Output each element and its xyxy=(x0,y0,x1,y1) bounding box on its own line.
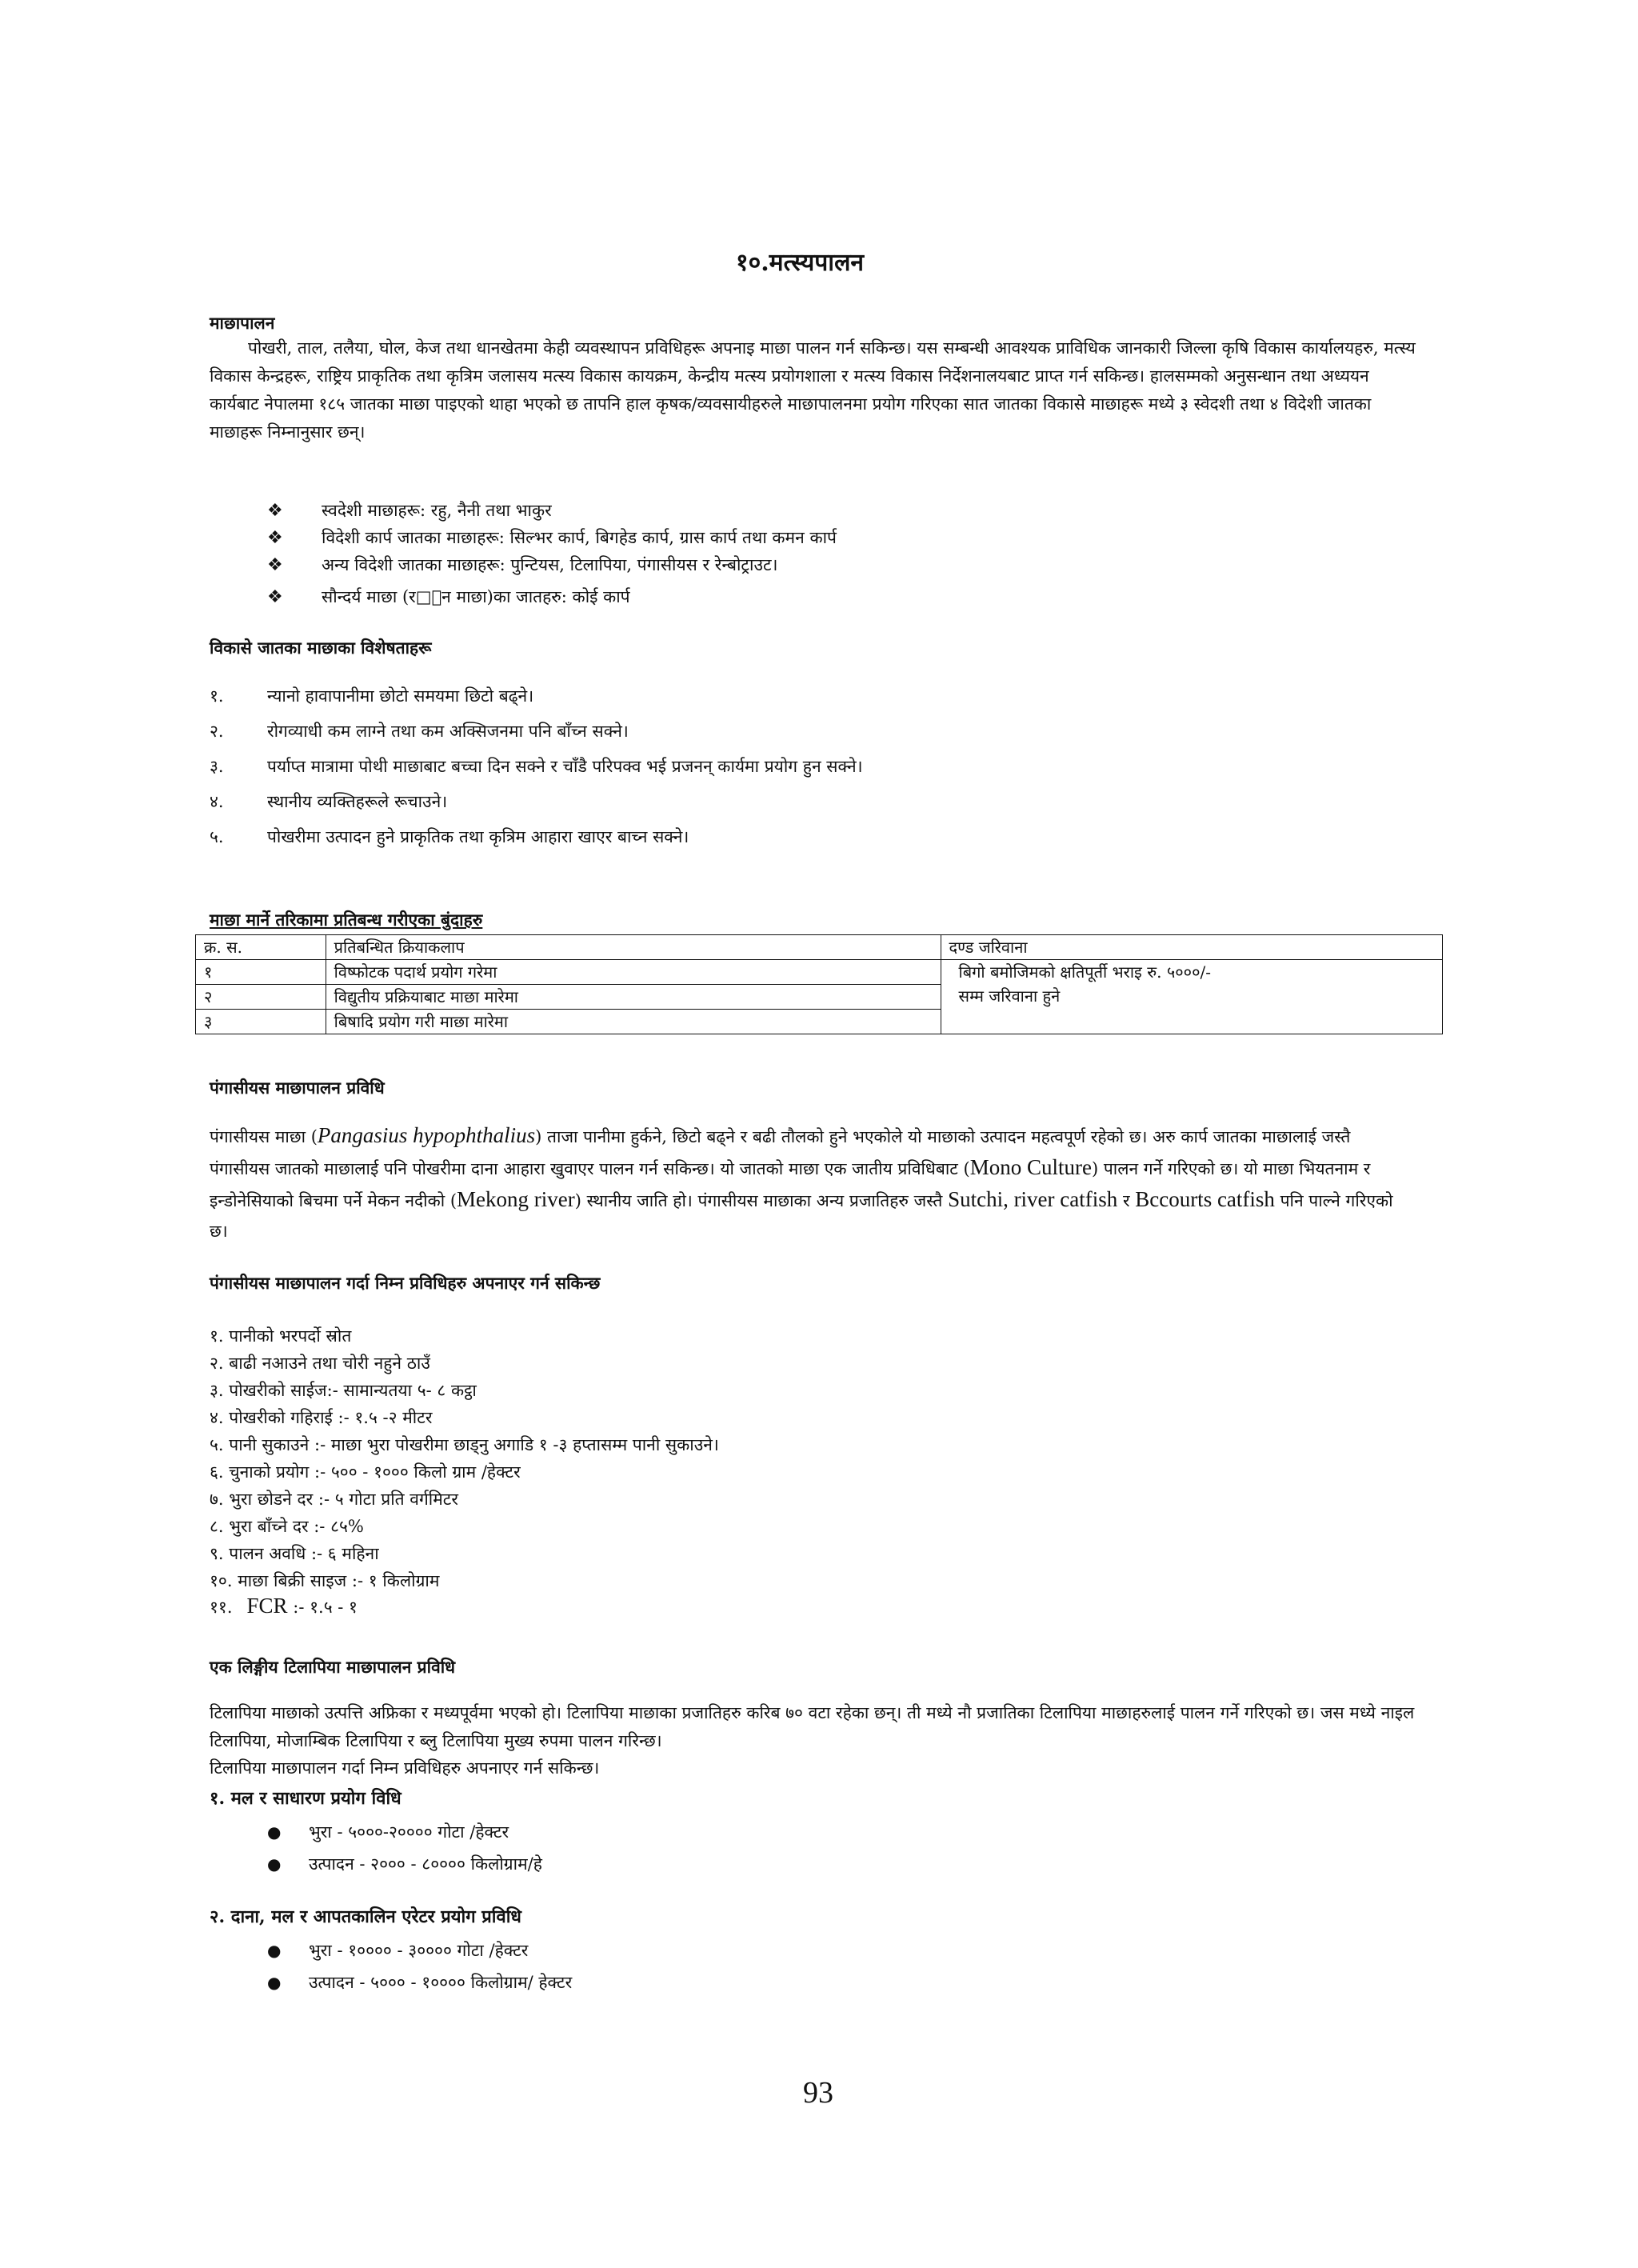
list-item: ७. भुरा छोडने दर :- ५ गोटा प्रति वर्गमिटर xyxy=(210,1490,458,1509)
bullet-item: ❖ अन्य विदेशी जातका माछाहरू: पुन्टियस, टिलापिया, पंगासीयस र रेन्बोट्राउट। xyxy=(267,555,778,575)
section-heading-fish-farming: माछापालन xyxy=(210,313,275,333)
page-number: 93 xyxy=(803,2076,833,2110)
list-item: ३. पर्याप्त मात्रामा पोथी माछाबाट बच्चा दिन सक्ने र चाँडै परिपक्व भई प्रजनन् कार्यमा प्रयोग हुन सक्ने। xyxy=(210,757,863,776)
section-heading-banned-methods: माछा मार्ने तरिकामा प्रतिबन्ध गरीएका बुंदाहरु xyxy=(210,910,483,930)
list-item: ● भुरा - ५०००-२०००० गोटा /हेक्टर xyxy=(267,1822,509,1842)
table-cell-serial: १ xyxy=(196,960,326,985)
list-item: ४. स्थानीय व्यक्तिहरूले रूचाउने। xyxy=(210,792,448,811)
list-item: ८. भुरा बाँच्ने दर :- ८५% xyxy=(210,1517,364,1536)
tilapia-intro-line: टिलापिया माछापालन गर्दा निम्न प्रविधिहरु अपनाएर गर्न सकिन्छ। xyxy=(210,1758,600,1778)
intro-paragraph: पोखरी, ताल, तलैया, घोल, केज तथा धानखेतमा केही व्यवस्थापन प्रविधिहरू अपनाइ माछा पालन गर्न सकिन्छ। यस सम्बन्धी आवश्यक प्राविधिक जानकारी जिल्ला कृषि विकास कार्यालयहरु, मत्स्य विकास केन्द्रहरू, राष्ट्रिय प्राकृतिक तथा कृत्रिम जलासय मत्स्य विकास कायक्रम, केन्द्रीय मत्स्य प्रयोगशाला र मत्स्य विकास निर्देशनालयबाट प्राप्त गर्न सकिन्छ। हालसम्मको अनुसन्धान तथा अध्ययन कार्यबाट नेपालमा १८५ जातका माछा पाइएको थाहा भएको छ तापनि हाल कृषक/व्यवसायीहरुले माछापालनमा प्रयोग गरिएका सात जातका विकासे माछाहरू मध्ये ३ स्वेदशी तथा ४ विदेशी जातका माछाहरू निम्नानुसार छन्। xyxy=(210,338,1416,442)
bullet-item: ❖ सौन्दर्य माछा (र□िन माछा)का जातहरु: कोई कार्प xyxy=(267,587,630,607)
bullet-dot-icon: ● xyxy=(267,1941,282,1960)
section-heading-pangasius: पंगासीयस माछापालन प्रविधि xyxy=(210,1078,385,1098)
table-cell-activity: विद्युतीय प्रक्रियाबाट माछा मारेमा xyxy=(326,985,941,1010)
list-item: ५. पोखरीमा उत्पादन हुने प्राकृतिक तथा कृत्रिम आहारा खाएर बाच्न सक्ने। xyxy=(210,827,689,846)
table-header-row xyxy=(196,935,1443,960)
list-item: २. बाढी नआउने तथा चोरी नहुने ठाउँ xyxy=(210,1354,430,1373)
section-heading-features: विकासे जातका माछाका विशेषताहरू xyxy=(210,638,432,658)
list-item: ● उत्पादन - ५००० - १०००० किलोग्राम/ हेक्टर xyxy=(267,1973,573,1992)
tilapia-paragraph: टिलापिया माछाको उत्पत्ति अफ्रिका र मध्यपूर्वमा भएको हो। टिलापिया माछाका प्रजातिहरु करिब ७० वटा रहेका छन्। ती मध्ये नौ प्रजातिका टिलापिया माछाहरुलाई पालन गर्ने गरिएको छ। जस मध्ये नाइल टिलापिया, मोजाम्बिक टिलापिया र ब्लु टिलापिया मुख्य रुपमा पालन गरिन्छ। xyxy=(210,1703,1415,1750)
page-title: १०.मत्स्यपालन xyxy=(736,249,865,277)
list-item-fcr: ११. FCR :- १.५ - १ xyxy=(210,1594,358,1618)
list-item: ४. पोखरीको गहिराई :- १.५ -२ मीटर xyxy=(210,1408,433,1427)
diamond-bullet-icon: ❖ xyxy=(267,555,283,575)
pangasius-paragraph: पंगासीयस माछा (Pangasius hypophthalius) ताजा पानीमा हुर्कने, छिटो बढ्ने र बढी तौलको हुने भएकोले यो माछाको उत्पादन महत्वपूर्ण रहेको छ। अरु कार्प जातका माछालाई जस्तै पंगासीयस जातको माछालाई पनि पोखरीमा दाना आहारा खुवाएर पालन गर्न सकिन्छ। यो जातको माछा एक जातीय प्रविधिबाट (Mono Culture) पालन गर्ने गरिएको छ। यो माछा भियतनाम र इन्डोनेसियाको बिचमा पर्ने मेकन नदीको (Mekong river) स्थानीय जाति हो। पंगासीयस माछाका अन्य प्रजातिहरु जस्तै Sutchi, river catfish र Bccourts catfish पनि पाल्ने गरिएको छ। xyxy=(210,1123,1393,1241)
table-cell-penalty: बिगो बमोजिमको क्षतिपूर्ती भराइ रु. ५०००/- सम्म जरिवाना हुने xyxy=(941,960,1442,1034)
diamond-bullet-icon: ❖ xyxy=(267,501,283,521)
bullet-item: ❖ विदेशी कार्प जातका माछाहरू: सिल्भर कार्प, बिगहेड कार्प, ग्रास कार्प तथा कमन कार्प xyxy=(267,528,837,548)
method-heading-1: १. मल र साधारण प्रयोग विधि xyxy=(210,1788,402,1809)
list-item: १. पानीको भरपर्दो स्रोत xyxy=(210,1326,352,1346)
table-cell-activity: बिषादि प्रयोग गरी माछा मारेमा xyxy=(326,1010,941,1034)
list-item: २. रोगव्याधी कम लाग्ने तथा कम अक्सिजनमा पनि बाँच्न सक्ने। xyxy=(210,722,629,741)
list-item: ● उत्पादन - २००० - ८०००० किलोग्राम/हे xyxy=(267,1854,542,1874)
list-item: १०. माछा बिक्री साइज :- १ किलोग्राम xyxy=(210,1571,440,1590)
list-item: १. न्यानो हावापानीमा छोटो समयमा छिटो बढ्ने। xyxy=(210,686,534,706)
table-cell-serial: ३ xyxy=(196,1010,326,1034)
list-item: ३. पोखरीको साईज:- सामान्यतया ५- ८ कट्ठा xyxy=(210,1381,477,1400)
list-item: ६. चुनाको प्रयोग :- ५०० - १००० किलो ग्राम /हेक्टर xyxy=(210,1462,521,1482)
bullet-dot-icon: ● xyxy=(267,1822,282,1842)
section-heading-tilapia: एक लिङ्गीय टिलापिया माछापालन प्रविधि xyxy=(210,1657,456,1677)
list-item: ● भुरा - १०००० - ३०००० गोटा /हेक्टर xyxy=(267,1941,529,1960)
bullet-dot-icon: ● xyxy=(267,1854,282,1874)
method-heading-2: २. दाना, मल र आपतकालिन एरेटर प्रयोग प्रविधि xyxy=(210,1906,521,1927)
table-cell-activity: विष्फोटक पदार्थ प्रयोग गरेमा xyxy=(326,960,941,985)
diamond-bullet-icon: ❖ xyxy=(267,528,283,548)
banned-methods-table xyxy=(195,934,1443,1034)
bullet-dot-icon: ● xyxy=(267,1973,282,1992)
section-heading-pangasius-techniques: पंगासीयस माछापालन गर्दा निम्न प्रविधिहरु अपनाएर गर्न सकिन्छ xyxy=(210,1273,601,1293)
table-cell-serial: २ xyxy=(196,985,326,1010)
column-header-activity: प्रतिबन्धित क्रियाकलाप xyxy=(326,935,941,960)
table-row xyxy=(196,960,1443,985)
list-item: ५. पानी सुकाउने :- माछा भुरा पोखरीमा छाड्नु अगाडि १ -३ हप्तासम्म पानी सुकाउने। xyxy=(210,1435,719,1454)
diamond-bullet-icon: ❖ xyxy=(267,587,283,607)
list-item: ९. पालन अवधि :- ६ महिना xyxy=(210,1544,379,1563)
bullet-item: ❖ स्वदेशी माछाहरू: रहु, नैनी तथा भाकुर xyxy=(267,501,552,521)
column-header-penalty: दण्ड जरिवाना xyxy=(941,935,1442,960)
column-header-serial: क्र. स. xyxy=(196,935,326,960)
